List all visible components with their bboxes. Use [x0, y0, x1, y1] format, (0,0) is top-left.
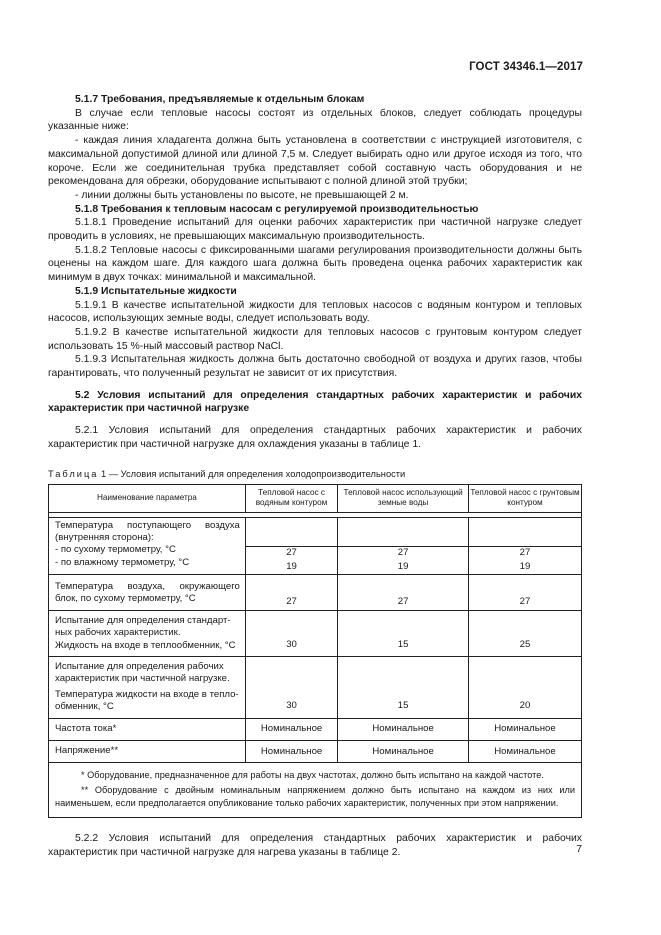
section-5-1-9-3: 5.1.9.3 Испытательная жидкость должна быть достаточно свободной от воздуха и других газов, чтобы гарантировать, что полученный результат не зависит от их присутствия.: [48, 354, 582, 380]
section-5-1-8-1: 5.1.8.1 Проведение испытаний для оценки рабочих характеристик при частичной нагрузке следует проводить в условиях, не превышающих максимальную производительность.: [48, 217, 582, 243]
table-caption: [48, 468, 582, 480]
ambient-ground-water: 27: [338, 574, 469, 610]
voltage-ground-water: Номинальное: [338, 741, 469, 763]
section-5-1-7-bullet-1: - каждая линия хладагента должна быть установлена в соответствии с инструкцией изготовителя, с максимальной допустимой длиной или длиной 7,5 м. Следует выбирать одно или другое исходя из того, что короче. Если же соединительная трубка представляет собой составную часть оборудования и не рекомендована для обрезки, оборудование испытывают с полной длиной этой трубки;: [48, 135, 582, 188]
section-5-1-8-title: 5.1.8 Требования к тепловым насосам с регулируемой производительностью: [75, 203, 479, 215]
document-code: ГОСТ 34346.1—2017: [469, 61, 583, 73]
table-footnote-2: ** Оборудование с двойным номинальным напряжением должно быть испытано на каждом из них или наименьшем, если предполагается опубликование только рабочих характеристик, полученных при этом напряжении.: [55, 785, 575, 808]
indoor-dry-ground-water: 27: [338, 546, 469, 560]
conditions-table: [48, 484, 582, 819]
table-notes-row: [49, 763, 582, 818]
page-content: [48, 93, 582, 860]
table-row: [49, 718, 582, 740]
table-footnote-1: * Оборудование, предназначенное для работы на двух частотах, должно быть испытано на каждой частоте.: [81, 770, 544, 781]
indoor-wet-ground-water: 19: [338, 560, 469, 575]
part-load-ground-loop: 20: [468, 657, 581, 719]
row-voltage-label: Напряжение**: [49, 741, 246, 763]
row-ambient-air-label: Температура воздуха, окружающего блок, по сухому термометру, °С: [49, 574, 246, 610]
section-5-2-1: 5.2.1 Условия испытаний для определения стандартных рабочих характеристик и рабочих характеристик при частичной нагрузке для охлаждения указаны в таблице 1.: [48, 425, 582, 450]
section-5-1-9-title: 5.1.9 Испытательные жидкости: [75, 285, 237, 297]
row-indoor-air-label: Температура поступающего воздуха (внутренняя сторона): - по сухому термометру, °С - по влажному термометру, °С: [49, 517, 246, 574]
indoor-wet-water-loop: 19: [245, 560, 337, 575]
voltage-ground-loop: Номинальное: [468, 741, 581, 763]
table-caption-label: Таблица: [48, 468, 99, 479]
row-part-load-test-label: Испытание для определения рабочих характеристик при частичной нагрузке. Температура жидкости на входе в тепло- обменник, °С: [49, 657, 246, 719]
standard-ground-loop: 25: [468, 610, 581, 656]
section-5-1-9-2: 5.1.9.2 В качестве испытательной жидкости для тепловых насосов с грунтовым контуром следует использовать 15 %-ный массовый раствор NaCl.: [48, 326, 582, 352]
header-ground-water: Тепловой насос использующий земные воды: [338, 484, 469, 512]
table-notes: [49, 763, 582, 818]
table-row: [49, 574, 582, 610]
section-5-1-7-bullet-2: - линии должны быть установлены по высоте, не превышающей 2 м.: [75, 189, 409, 201]
indoor-dry-ground-loop: 27: [468, 546, 581, 560]
section-5-2-title: 5.2 Условия испытаний для определения стандартных рабочих характеристик и рабочих характеристик при частичной нагрузке: [48, 389, 582, 415]
section-5-2-2: 5.2.2 Условия испытаний для определения стандартных рабочих характеристик и рабочих характеристик при частичной нагрузке для нагрева указаны в таблице 2.: [48, 833, 582, 858]
table-row: [49, 741, 582, 763]
section-5-1-8-2: 5.1.8.2 Тепловые насосы с фиксированными шагами регулирования производительности должны быть оценены на каждом шаге. Для каждого шага должна быть проведена оценка рабочих характеристик как минимум в двух точках: минимальной и максимальной.: [48, 244, 582, 284]
page-number: 7: [576, 844, 582, 855]
frequency-ground-loop: Номинальное: [468, 718, 581, 740]
header-ground-loop: Тепловой насос с грунтовым контуром: [468, 484, 581, 512]
table-row: [49, 517, 582, 546]
section-5-1-7-intro: В случае если тепловые насосы состоят из отдельных блоков, следует соблюдать процедуры указанные ниже:: [48, 107, 582, 133]
frequency-water-loop: Номинальное: [245, 718, 337, 740]
frequency-ground-water: Номинальное: [338, 718, 469, 740]
part-load-water-loop: 30: [245, 657, 337, 719]
ambient-ground-loop: 27: [468, 574, 581, 610]
indoor-dry-water-loop: 27: [245, 546, 337, 560]
standard-water-loop: 30: [245, 610, 337, 656]
section-5-1-9-1: 5.1.9.1 В качестве испытательной жидкости для тепловых насосов с водяным контуром и тепловых насосов, использующих земные воды, следует использовать воду.: [48, 299, 582, 325]
table-row: [49, 610, 582, 656]
table-row: [49, 657, 582, 719]
ambient-water-loop: 27: [245, 574, 337, 610]
indoor-wet-ground-loop: 19: [468, 560, 581, 575]
table-header-row: [49, 484, 582, 512]
row-frequency-label: Частота тока*: [49, 718, 246, 740]
row-standard-test-label: Испытание для определения стандарт- ных рабочих характеристик. Жидкость на входе в теплообменник, °С: [49, 610, 246, 656]
standard-ground-water: 15: [338, 610, 469, 656]
section-5-1-7-title: 5.1.7 Требования, предъявляемые к отдельным блокам: [75, 94, 365, 105]
voltage-water-loop: Номинальное: [245, 741, 337, 763]
header-parameter: Наименование параметра: [49, 484, 246, 512]
header-water-loop: Тепловой насос с водяным контуром: [245, 484, 337, 512]
table-caption-text: 1 — Условия испытаний для определения холодопроизводительности: [98, 468, 406, 479]
part-load-ground-water: 15: [338, 657, 469, 719]
